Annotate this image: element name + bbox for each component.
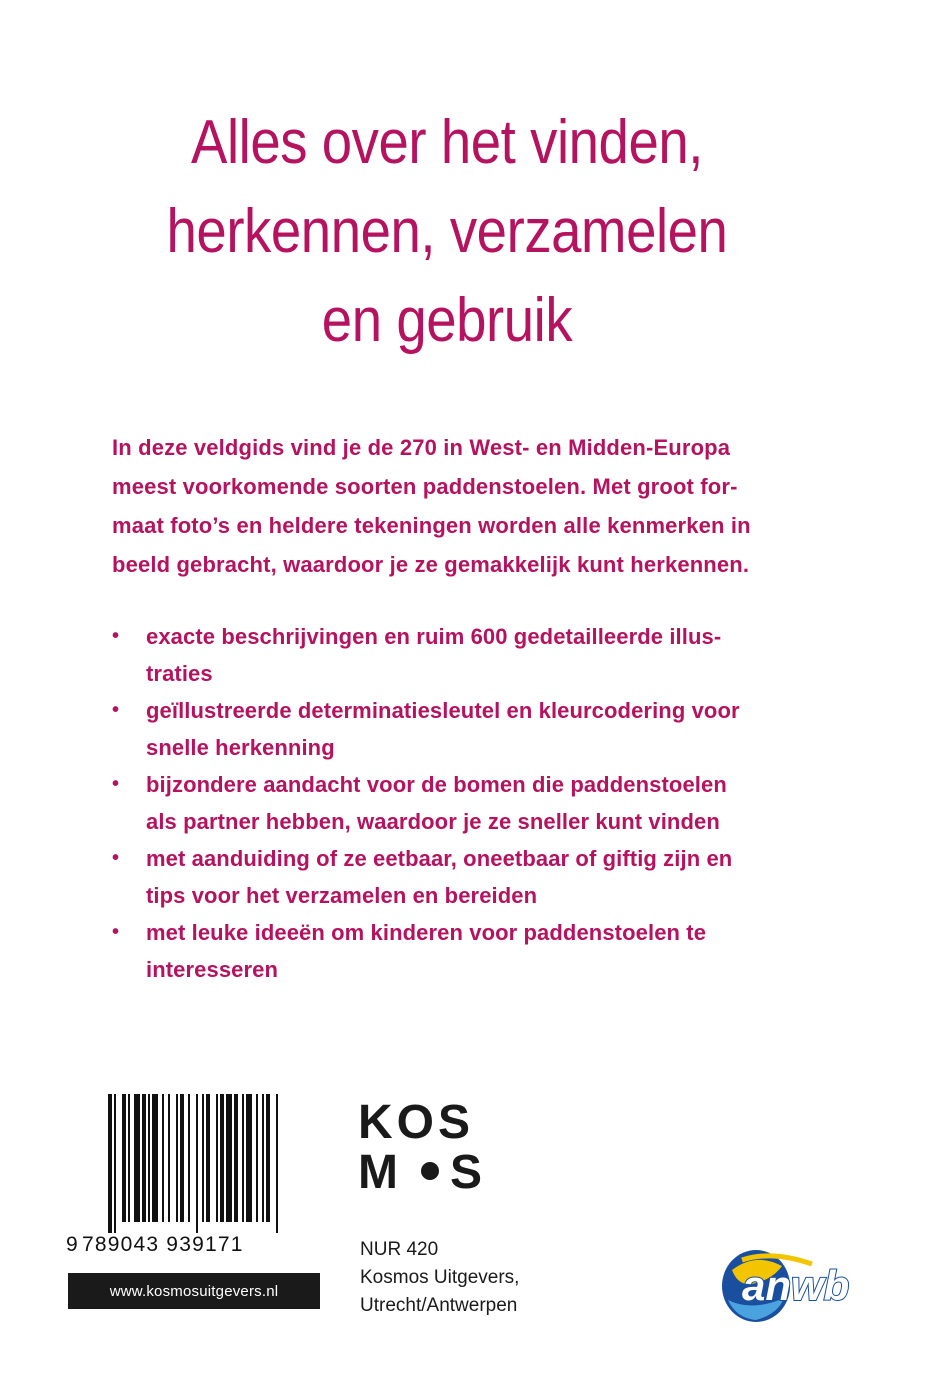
intro-paragraph	[112, 428, 842, 584]
bullet-icon: •	[112, 921, 120, 943]
kosmos-logo-s: S	[450, 1146, 483, 1195]
feature-line: traties	[146, 661, 213, 686]
nur-code: NUR 420	[360, 1239, 439, 1260]
intro-line: beeld gebracht, waardoor je ze gemakkelijk kunt herkennen.	[112, 552, 750, 577]
kosmos-logo-line1: KOS	[358, 1096, 475, 1149]
bullet-icon: •	[112, 773, 120, 795]
website-bar	[68, 1273, 320, 1309]
anwb-logo	[712, 1240, 882, 1330]
anwb-wordmark: anwb	[742, 1262, 850, 1309]
publisher-name: Kosmos Uitgevers,	[360, 1267, 520, 1288]
feature-line: met aanduiding of ze eetbaar, oneetbaar of giftig zijn en	[146, 846, 733, 871]
feature-item	[112, 692, 852, 766]
bullet-icon: •	[112, 847, 120, 869]
kosmos-dot-icon	[421, 1162, 439, 1180]
feature-line: exacte beschrijvingen en ruim 600 gedetailleerde illus-	[146, 624, 722, 649]
isbn-digits: 789043 939171	[82, 1233, 322, 1257]
barcode-bars-icon	[108, 1094, 318, 1234]
feature-line: geïllustreerde determinatiesleutel en kleurcodering voor	[146, 698, 740, 723]
intro-line: meest voorkomende soorten paddenstoelen. Met groot for-	[112, 474, 738, 499]
feature-item	[112, 618, 852, 692]
feature-line: met leuke ideeën om kinderen voor paddenstoelen te	[146, 920, 707, 945]
feature-item	[112, 840, 852, 914]
website-url: www.kosmosuitgevers.nl	[109, 1282, 279, 1300]
publisher-city: Utrecht/Antwerpen	[360, 1295, 518, 1316]
kosmos-logo-m: M	[358, 1146, 398, 1195]
feature-line: tips voor het verzamelen en bereiden	[146, 883, 538, 908]
headline	[54, 98, 841, 365]
feature-line: interesseren	[146, 957, 279, 982]
feature-line: als partner hebben, waardoor je ze sneller kunt vinden	[146, 809, 720, 834]
intro-line: maat foto’s en heldere tekeningen worden alle kenmerken in	[112, 513, 751, 538]
headline-line-1: Alles over het vinden,	[191, 108, 703, 177]
bullet-icon: •	[112, 625, 120, 647]
publisher-info	[360, 1236, 519, 1320]
bullet-icon: •	[112, 699, 120, 721]
headline-line-2: herkennen, verzamelen	[166, 197, 728, 266]
kosmos-logo	[358, 1095, 498, 1195]
isbn-first-digit: 9	[66, 1233, 78, 1256]
feature-list	[112, 618, 852, 988]
intro-line: In deze veldgids vind je de 270 in West- en Midden-Europa	[112, 435, 731, 460]
feature-item	[112, 914, 852, 988]
feature-item	[112, 766, 852, 840]
feature-line: bijzondere aandacht voor de bomen die paddenstoelen	[146, 772, 727, 797]
headline-line-3: en gebruik	[321, 286, 573, 355]
feature-line: snelle herkenning	[146, 735, 335, 760]
